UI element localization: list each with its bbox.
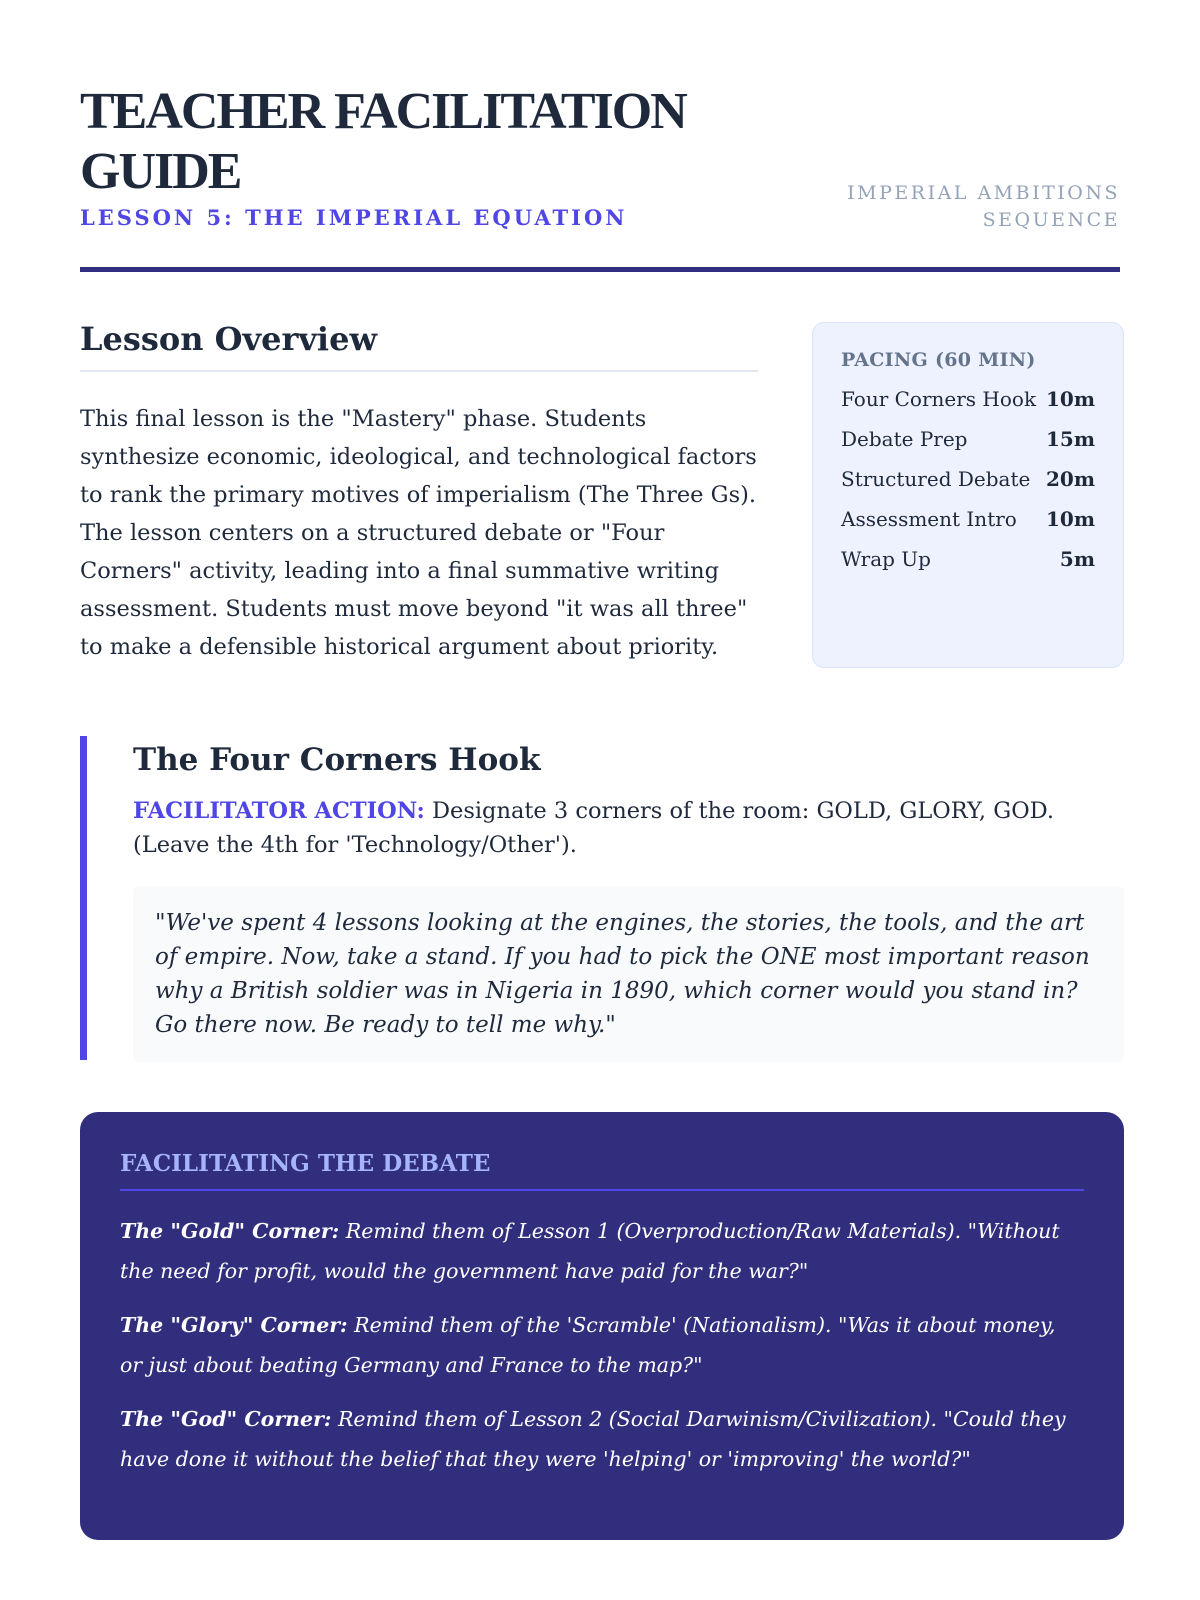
lesson-label: LESSON 5: THE IMPERIAL EQUATION — [80, 205, 628, 230]
facilitator-action-label: FACILITATOR ACTION: — [133, 798, 425, 824]
sequence-line-1: IMPERIAL AMBITIONS — [847, 182, 1120, 204]
debate-item-text: Remind them of Lesson 2 (Social Darwinism/Civilization). "Could they have done it without the belief that they were 'helping' or 'improving' the world?" — [120, 1407, 1066, 1471]
guide-header — [80, 82, 1120, 272]
pacing-row-label: Assessment Intro — [841, 507, 1017, 531]
pacing-panel — [812, 322, 1124, 668]
pacing-row — [841, 459, 1095, 499]
pacing-row-time: 20m — [1046, 467, 1095, 491]
pacing-row-label: Structured Debate — [841, 467, 1031, 491]
overview-heading: Lesson Overview — [80, 320, 758, 372]
debate-item-glory — [120, 1305, 1084, 1385]
debate-item-label: The "God" Corner: — [120, 1407, 332, 1431]
debate-item-god — [120, 1399, 1084, 1479]
debate-item-text: Remind them of the 'Scramble' (Nationalism). "Was it about money, or just about beating Germany and France to the map?" — [120, 1313, 1056, 1377]
sequence-line-2: SEQUENCE — [982, 209, 1120, 231]
pacing-row-time: 15m — [1046, 427, 1095, 451]
debate-heading: FACILITATING THE DEBATE — [120, 1150, 1084, 1191]
four-corners-hook — [80, 736, 1124, 1060]
pacing-title: PACING (60 MIN) — [841, 349, 1036, 371]
hook-heading: The Four Corners Hook — [133, 742, 541, 778]
teacher-script-quote: "We've spent 4 lessons looking at the engines, the stories, the tools, and the art of empire. Now, take a stand. If you had to pick the ONE most important reason why a British soldier was in Nigeria in 1890, which corner would you stand in? Go there now. Be ready to tell me why." — [133, 886, 1124, 1062]
debate-item-gold — [120, 1211, 1084, 1291]
debate-panel — [80, 1112, 1124, 1540]
pacing-row-label: Debate Prep — [841, 427, 968, 451]
pacing-row — [841, 379, 1095, 419]
pacing-row-time: 10m — [1046, 387, 1095, 411]
pacing-row-label: Wrap Up — [841, 547, 931, 571]
pacing-row-time: 5m — [1059, 547, 1095, 571]
pacing-row — [841, 539, 1095, 579]
facilitator-action — [133, 794, 1124, 862]
sequence-label — [847, 180, 1120, 234]
lesson-overview — [80, 320, 758, 666]
pacing-row — [841, 499, 1095, 539]
pacing-row — [841, 419, 1095, 459]
title-line-2: GUIDE — [80, 143, 241, 200]
overview-body: This final lesson is the "Mastery" phase. Students synthesize economic, ideological, and technological factors to rank the primary motives of imperialism (The Three Gs). The lesson centers on a structured debate or "Four Corners" activity, leading into a final summative writing assessment. Students must move beyond "it was all three" to make a defensible historical argument about priority. — [80, 406, 757, 660]
facilitator-action-text: Designate 3 corners of the room: GOLD, GLORY, GOD. (Leave the 4th for 'Technology/Other'). — [133, 798, 1055, 858]
debate-item-label: The "Gold" Corner: — [120, 1219, 340, 1243]
debate-item-label: The "Glory" Corner: — [120, 1313, 348, 1337]
pacing-row-time: 10m — [1046, 507, 1095, 531]
debate-item-text: Remind them of Lesson 1 (Overproduction/Raw Materials). "Without the need for profit, would the government have paid for the war?" — [120, 1219, 1060, 1283]
pacing-row-label: Four Corners Hook — [841, 387, 1037, 411]
title-line-1: TEACHER FACILITATION — [80, 83, 686, 140]
